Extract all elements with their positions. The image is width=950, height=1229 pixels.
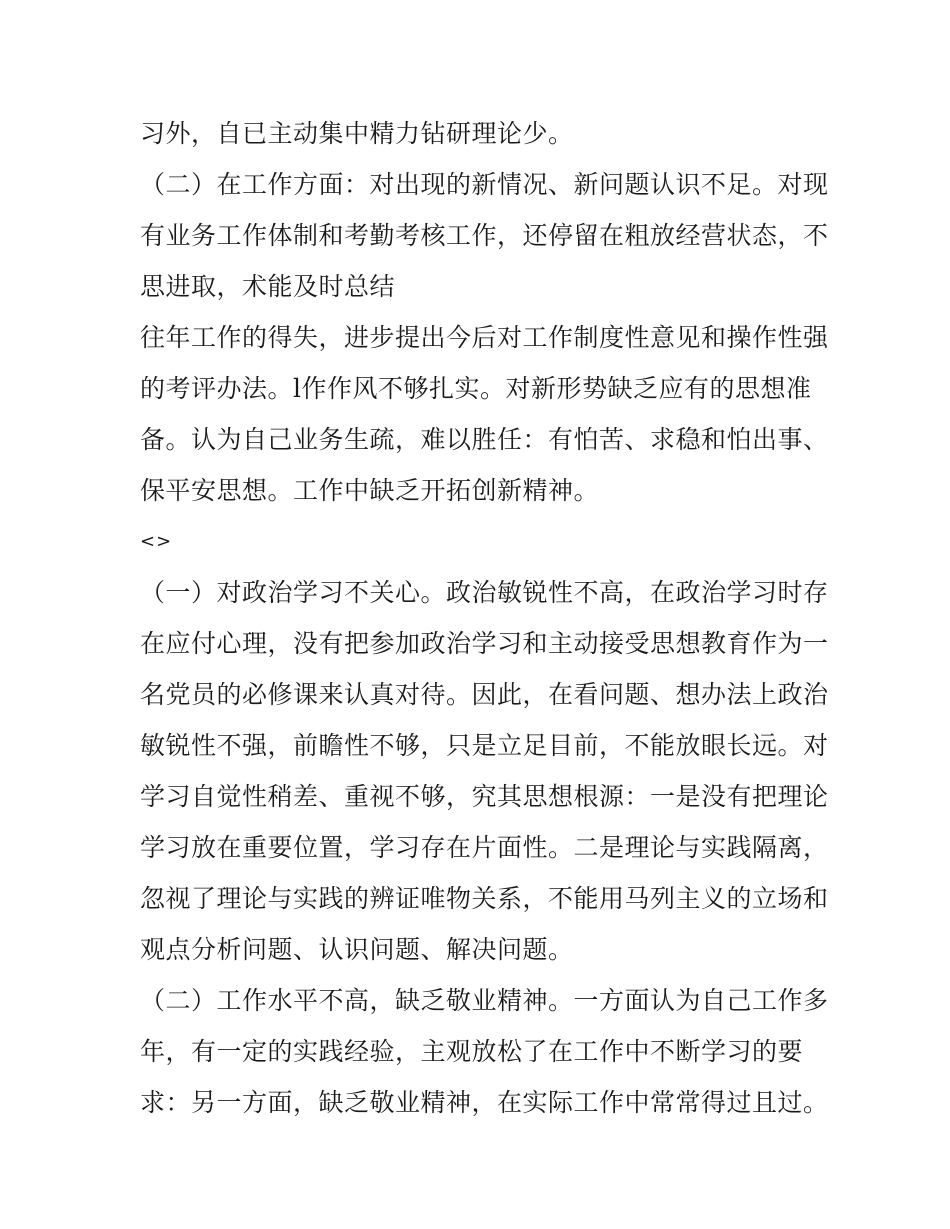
section-marker: <> (140, 531, 173, 552)
text-line: 保平安思想。工作中缺乏开拓创新精神。 (140, 476, 600, 505)
text-line: 年，有一定的实践经验，主观放松了在工作中不断学习的要 (140, 1037, 804, 1066)
text-line: 思进取，术能及时总结 (140, 272, 396, 301)
text-line: 观点分析问题、认识问题、解决问题。 (140, 935, 574, 964)
text-line: 往年工作的得失，进步提出今后对工作制度性意见和操作性强 (140, 323, 829, 352)
text-line: 习外，自已主动集中精力钻研理论少。 (140, 119, 574, 148)
text-line: （一）对政治学习不关心。政治敏锐性不高，在政治学习时存 (140, 578, 829, 607)
text-line: 求：另一方面，缺乏敬业精神，在实际工作中常常得过且过。 (140, 1088, 829, 1117)
text-line: 备。认为自己业务生疏，难以胜任：有怕苦、求稳和怕出事、 (140, 425, 829, 454)
text-line: 名党员的必修课来认真对待。因此，在看问题、想办法上政治 (140, 680, 829, 709)
text-line: 的考评办法。l作作风不够扎实。对新形势缺乏应有的思想准 (140, 374, 812, 403)
text-line: （二）工作水平不高，缺乏敬业精神。一方面认为自己工作多 (140, 986, 829, 1015)
text-line: 在应付心理，没有把参加政治学习和主动接受思想教育作为一 (140, 629, 829, 658)
text-line: 忽视了理论与实践的辨证唯物关系，不能用马列主义的立场和 (140, 884, 829, 913)
document-body (140, 108, 829, 1128)
text-line: 敏锐性不强，前瞻性不够，只是立足目前，不能放眼长远。对 (140, 731, 829, 760)
text-line: 学习放在重要位置，学习存在片面性。二是理论与实践隔离， (140, 833, 829, 862)
text-line: 学习自觉性稍差、重视不够，究其思想根源：一是没有把理论 (140, 782, 829, 811)
text-line: （二）在工作方面：对出现的新情况、新问题认识不足。对现 (140, 170, 829, 199)
text-line: 有业务工作体制和考勤考核工作，还停留在粗放经营状态，不 (140, 221, 829, 250)
